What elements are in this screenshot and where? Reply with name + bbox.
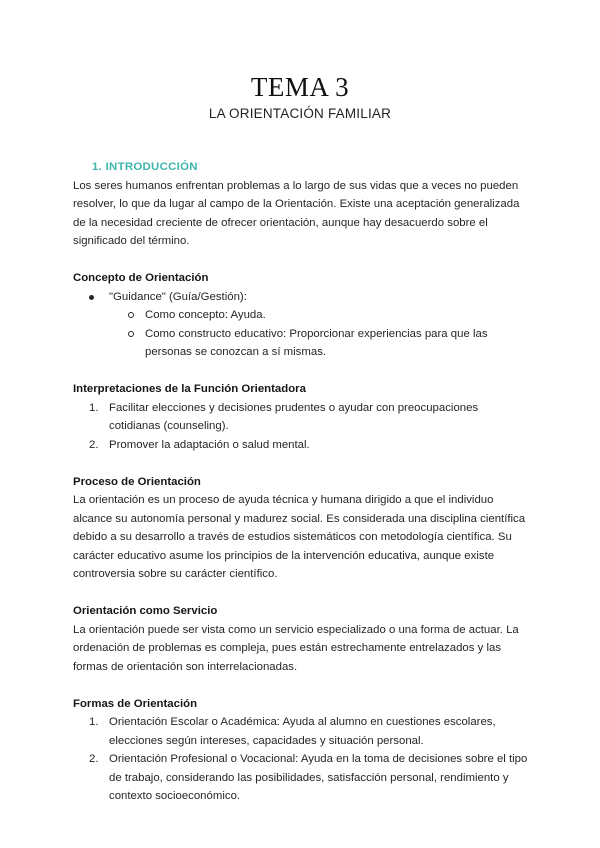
page-title: TEMA 3 — [250, 72, 350, 102]
concepto-subitem-text: Como constructo educativo: Proporcionar experiencias para que las personas se conozcan a sí mismas. — [145, 327, 488, 358]
page-subtitle: LA ORIENTACIÓN FAMILIAR — [208, 106, 392, 121]
list-item — [73, 713, 528, 750]
bullet-icon — [89, 295, 94, 300]
hollow-bullet-icon — [128, 331, 134, 337]
document-body — [73, 158, 528, 806]
list-item — [73, 306, 528, 325]
list-item-text: Promover la adaptación o salud mental. — [109, 438, 310, 451]
list-number: 2. — [89, 753, 99, 765]
servicio-title: Orientación como Servicio — [73, 605, 218, 617]
intro-heading — [73, 158, 528, 177]
list-number: 1. — [89, 401, 99, 414]
list-item — [73, 325, 528, 362]
list-item — [73, 288, 528, 307]
concepto-title: Concepto de Orientación — [73, 272, 209, 284]
formas-title: Formas de Orientación — [73, 697, 198, 710]
list-item — [73, 750, 528, 806]
list-item-text: Orientación Profesional o Vocacional: Ayuda en la toma de decisiones sobre el tipo de trabajo, considerando las posibilidades, satisfacción personal, rendimiento y contexto socioeconómico. — [109, 753, 528, 802]
formas-list — [73, 713, 528, 806]
list-number: 1. — [89, 716, 99, 728]
list-item-text: Orientación Escolar o Académica: Ayuda al alumno en cuestiones escolares, elecciones según intereses, capacidades y situación personal. — [109, 716, 496, 747]
list-item — [73, 399, 528, 436]
concepto-list — [73, 288, 528, 362]
list-number: 2. — [89, 438, 99, 451]
intro-paragraph: Los seres humanos enfrentan problemas a lo largo de sus vidas que a veces no pueden resolver, lo que da lugar al campo de la Orientación. Existe una aceptación generalizada de la necesidad creciente de ofrecer orientación, aunque hay desacuerdo sobre el significado del término. — [73, 179, 520, 247]
hollow-bullet-icon — [128, 312, 134, 318]
interpretaciones-title: Interpretaciones de la Función Orientadora — [73, 383, 306, 395]
concepto-subitem-text: Como concepto: Ayuda. — [145, 309, 266, 321]
proceso-paragraph: La orientación es un proceso de ayuda técnica y humana dirigido a que el individuo alcance su autonomía personal y madurez social. Es considerada una disciplina científica debido a su desarrollo a través de estudios sistemáticos con metodología científica. Su carácter educativo asume los principios de la intervención educativa, aunque existe controversia sobre su carácter científico. — [73, 494, 526, 580]
list-item-text: Facilitar elecciones y decisiones prudentes o ayudar con preocupaciones cotidianas (counseling). — [109, 401, 479, 432]
interpretaciones-list — [73, 399, 528, 455]
servicio-paragraph: La orientación puede ser vista como un servicio especializado o una forma de actuar. La ordenación de problemas es compleja, pues están estrechamente entrelazados y las formas de orientación son interrelacionadas. — [73, 623, 519, 673]
intro-heading-number: 1. — [92, 161, 103, 173]
proceso-title: Proceso de Orientación — [73, 475, 201, 488]
intro-heading-text: INTRODUCCIÓN — [105, 161, 198, 173]
list-item — [73, 436, 528, 455]
concepto-bullet-text: "Guidance" (Guía/Gestión): — [109, 290, 247, 303]
